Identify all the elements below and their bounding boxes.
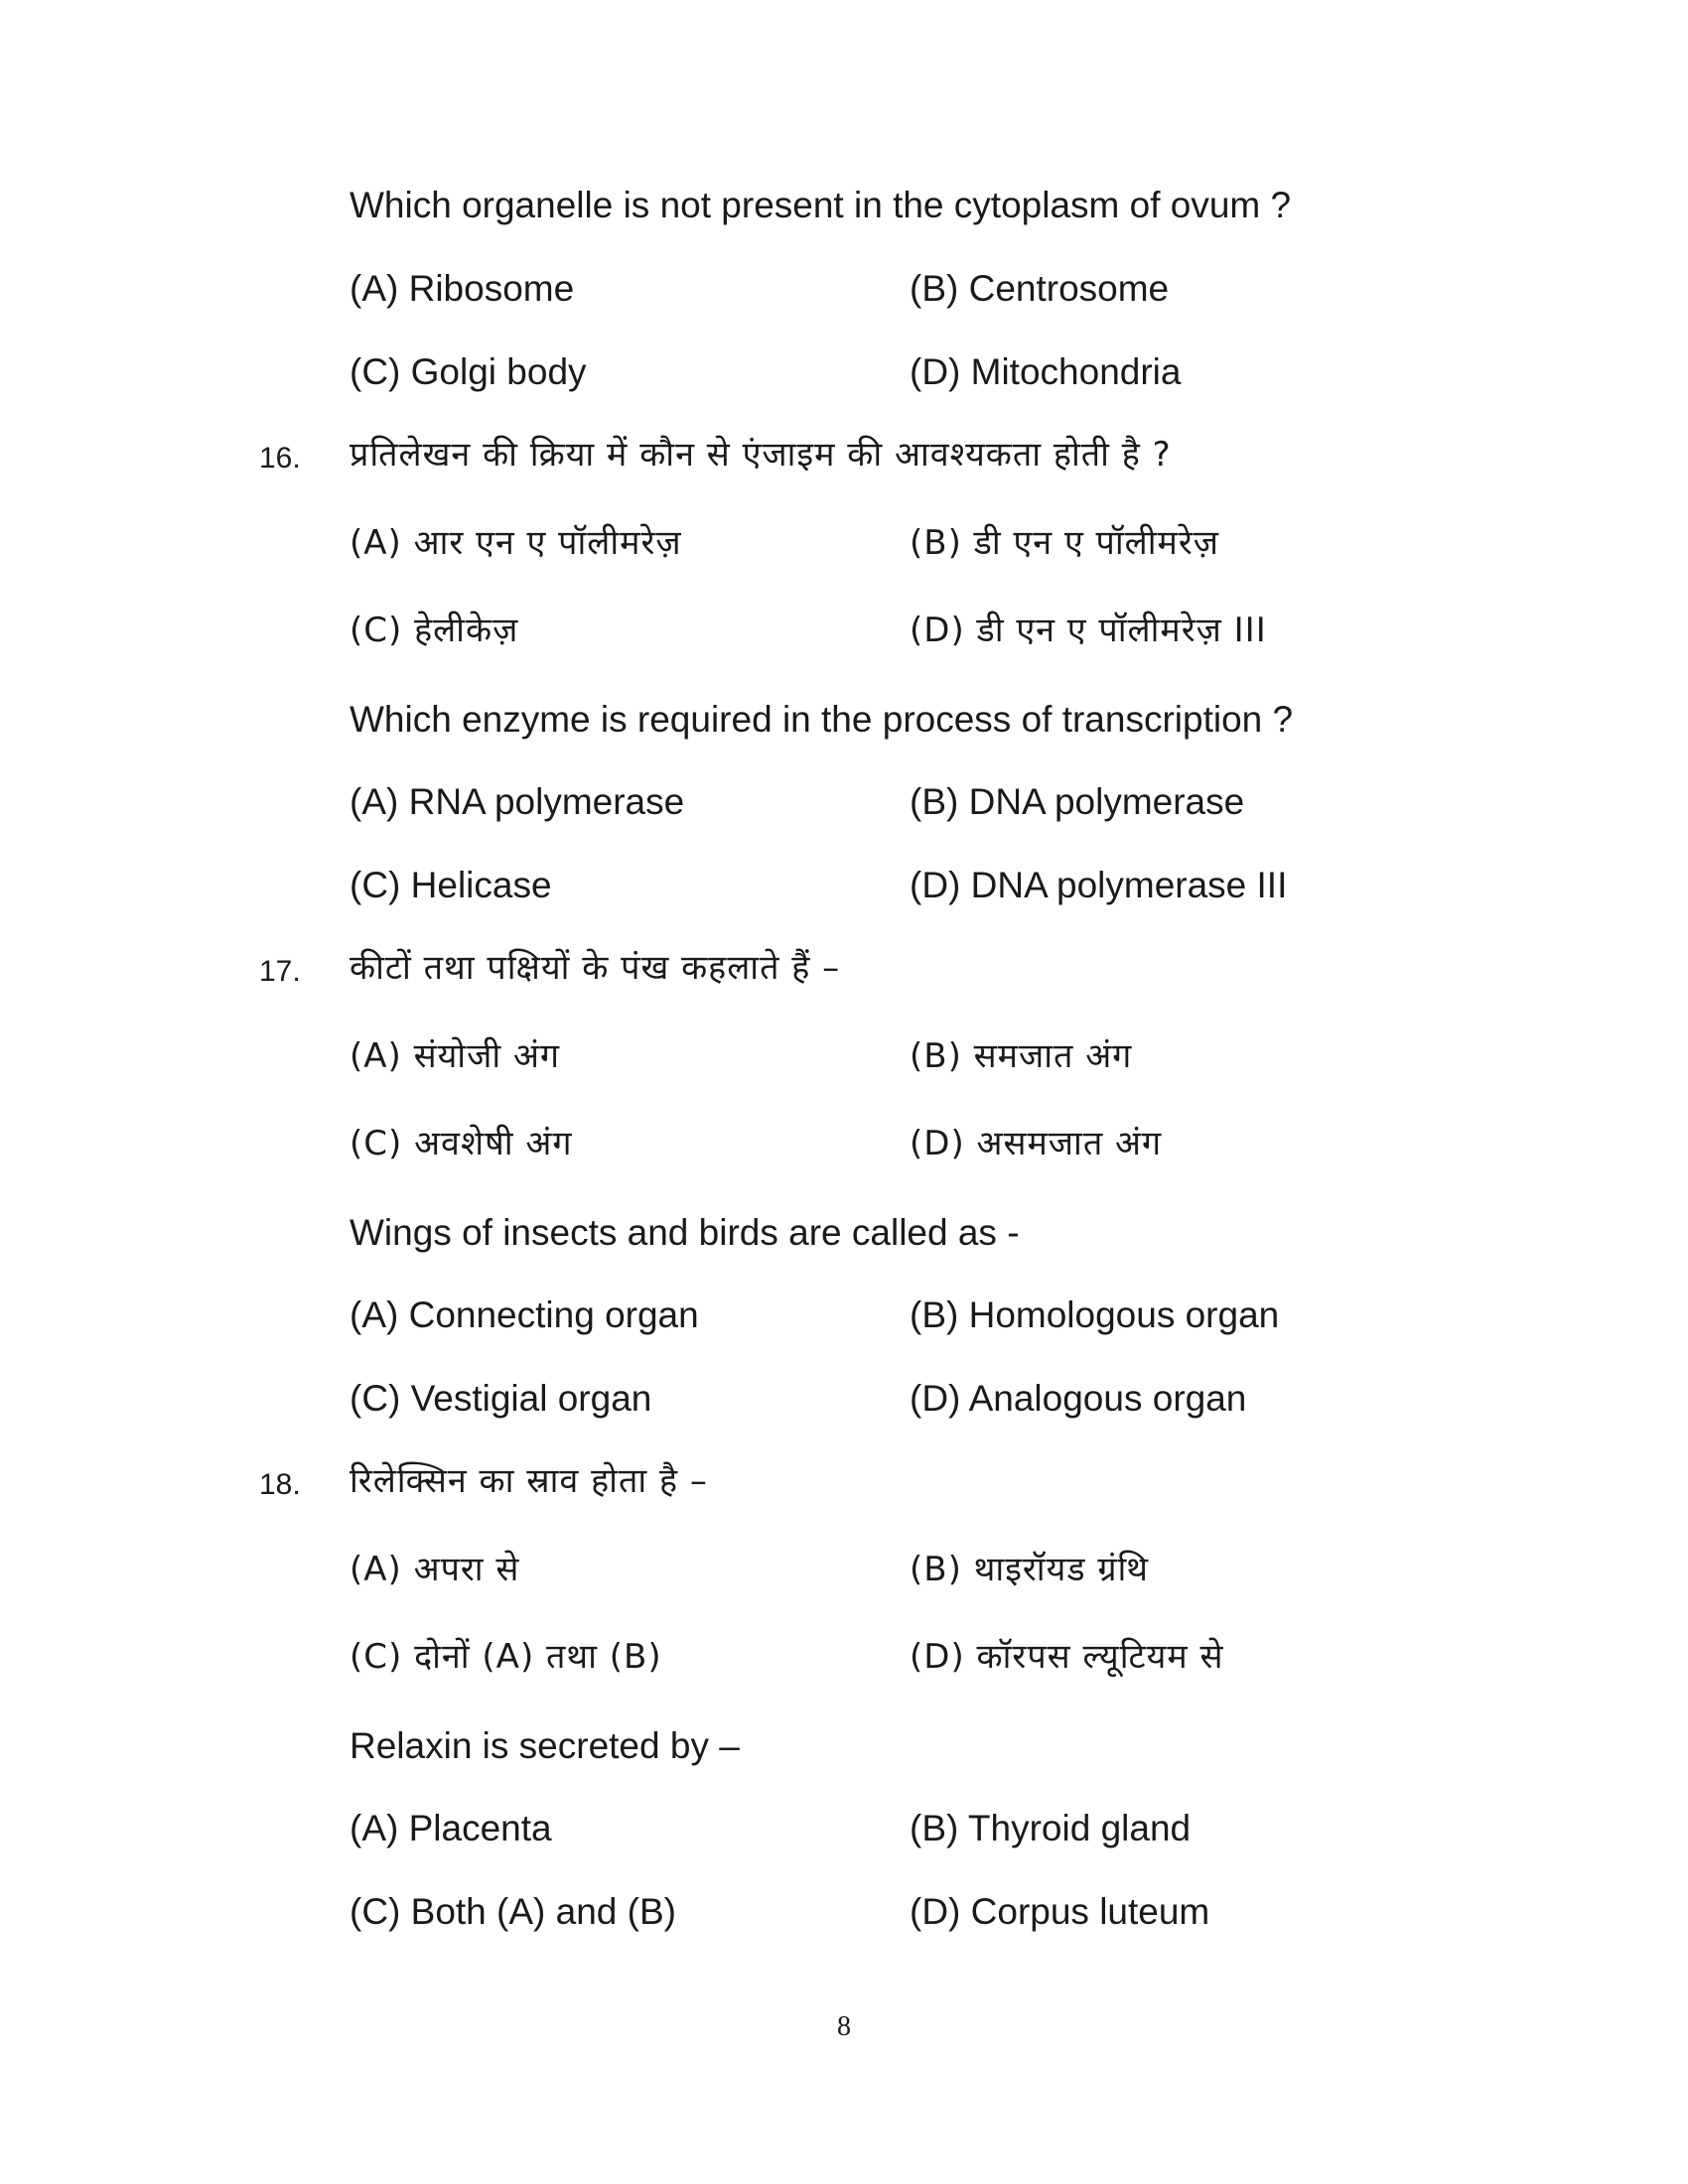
q16-english-option-b: (B) DNA polymerase [910,781,1245,822]
q16-english-option-a: (A) RNA polymerase [350,781,685,822]
q17-number: 17. [259,955,301,988]
q16-number: 16. [259,442,301,475]
q17-question-hindi: कीटों तथा पक्षियों के पंख कहलाते हैं – [350,948,841,988]
q15-option-d: (D) Mitochondria [910,351,1182,392]
q17-hindi-option-b: (B) समजात अंग [910,1036,1133,1076]
q17-hindi-option-a: (A) संयोजी अंग [350,1036,561,1076]
q17-english-option-c: (C) Vestigial organ [350,1378,652,1419]
q15-option-a: (A) Ribosome [350,268,575,309]
page-number: 8 [837,2011,851,2042]
q15-option-c: (C) Golgi body [350,351,587,392]
q17-hindi-option-c: (C) अवशेषी अंग [350,1124,573,1163]
q17-question-english: Wings of insects and birds are called as - [350,1212,1020,1253]
q15-option-b: (B) Centrosome [910,268,1170,309]
q18-english-option-c: (C) Both (A) and (B) [350,1891,676,1932]
q18-question-english: Relaxin is secreted by – [350,1725,740,1766]
q17-hindi-option-d: (D) असमजात अंग [910,1124,1163,1163]
q18-question-hindi: रिलेक्सिन का स्राव होता है – [350,1461,708,1501]
q16-hindi-option-b: (B) डी एन ए पॉलीमरेज़ [910,523,1219,563]
q17-english-option-d: (D) Analogous organ [910,1378,1247,1419]
q17-english-option-a: (A) Connecting organ [350,1295,699,1335]
q16-english-option-c: (C) Helicase [350,865,552,905]
q16-hindi-option-a: (A) आर एन ए पॉलीमरेज़ [350,523,682,563]
q15-question-english: Which organelle is not present in the cytoplasm of ovum ? [350,185,1292,225]
q18-hindi-option-a: (A) अपरा से [350,1550,520,1589]
q16-question-english: Which enzyme is required in the process of transcription ? [350,699,1294,740]
q18-number: 18. [259,1468,301,1501]
q16-english-option-d: (D) DNA polymerase III [910,865,1288,905]
q18-english-option-d: (D) Corpus luteum [910,1891,1210,1932]
q16-question-hindi: प्रतिलेखन की क्रिया में कौन से एंजाइम की आवश्यकता होती है ? [350,435,1172,475]
q16-hindi-option-d: (D) डी एन ए पॉलीमरेज़ III [910,611,1267,650]
q18-hindi-option-b: (B) थाइरॉयड ग्रंथि [910,1550,1150,1589]
q18-english-option-b: (B) Thyroid gland [910,1808,1192,1848]
q18-hindi-option-d: (D) कॉरपस ल्यूटियम से [910,1637,1224,1677]
q16-hindi-option-c: (C) हेलीकेज़ [350,611,519,650]
q17-english-option-b: (B) Homologous organ [910,1295,1280,1335]
q18-english-option-a: (A) Placenta [350,1808,552,1848]
q18-hindi-option-c: (C) दोनों (A) तथा (B) [350,1637,662,1677]
